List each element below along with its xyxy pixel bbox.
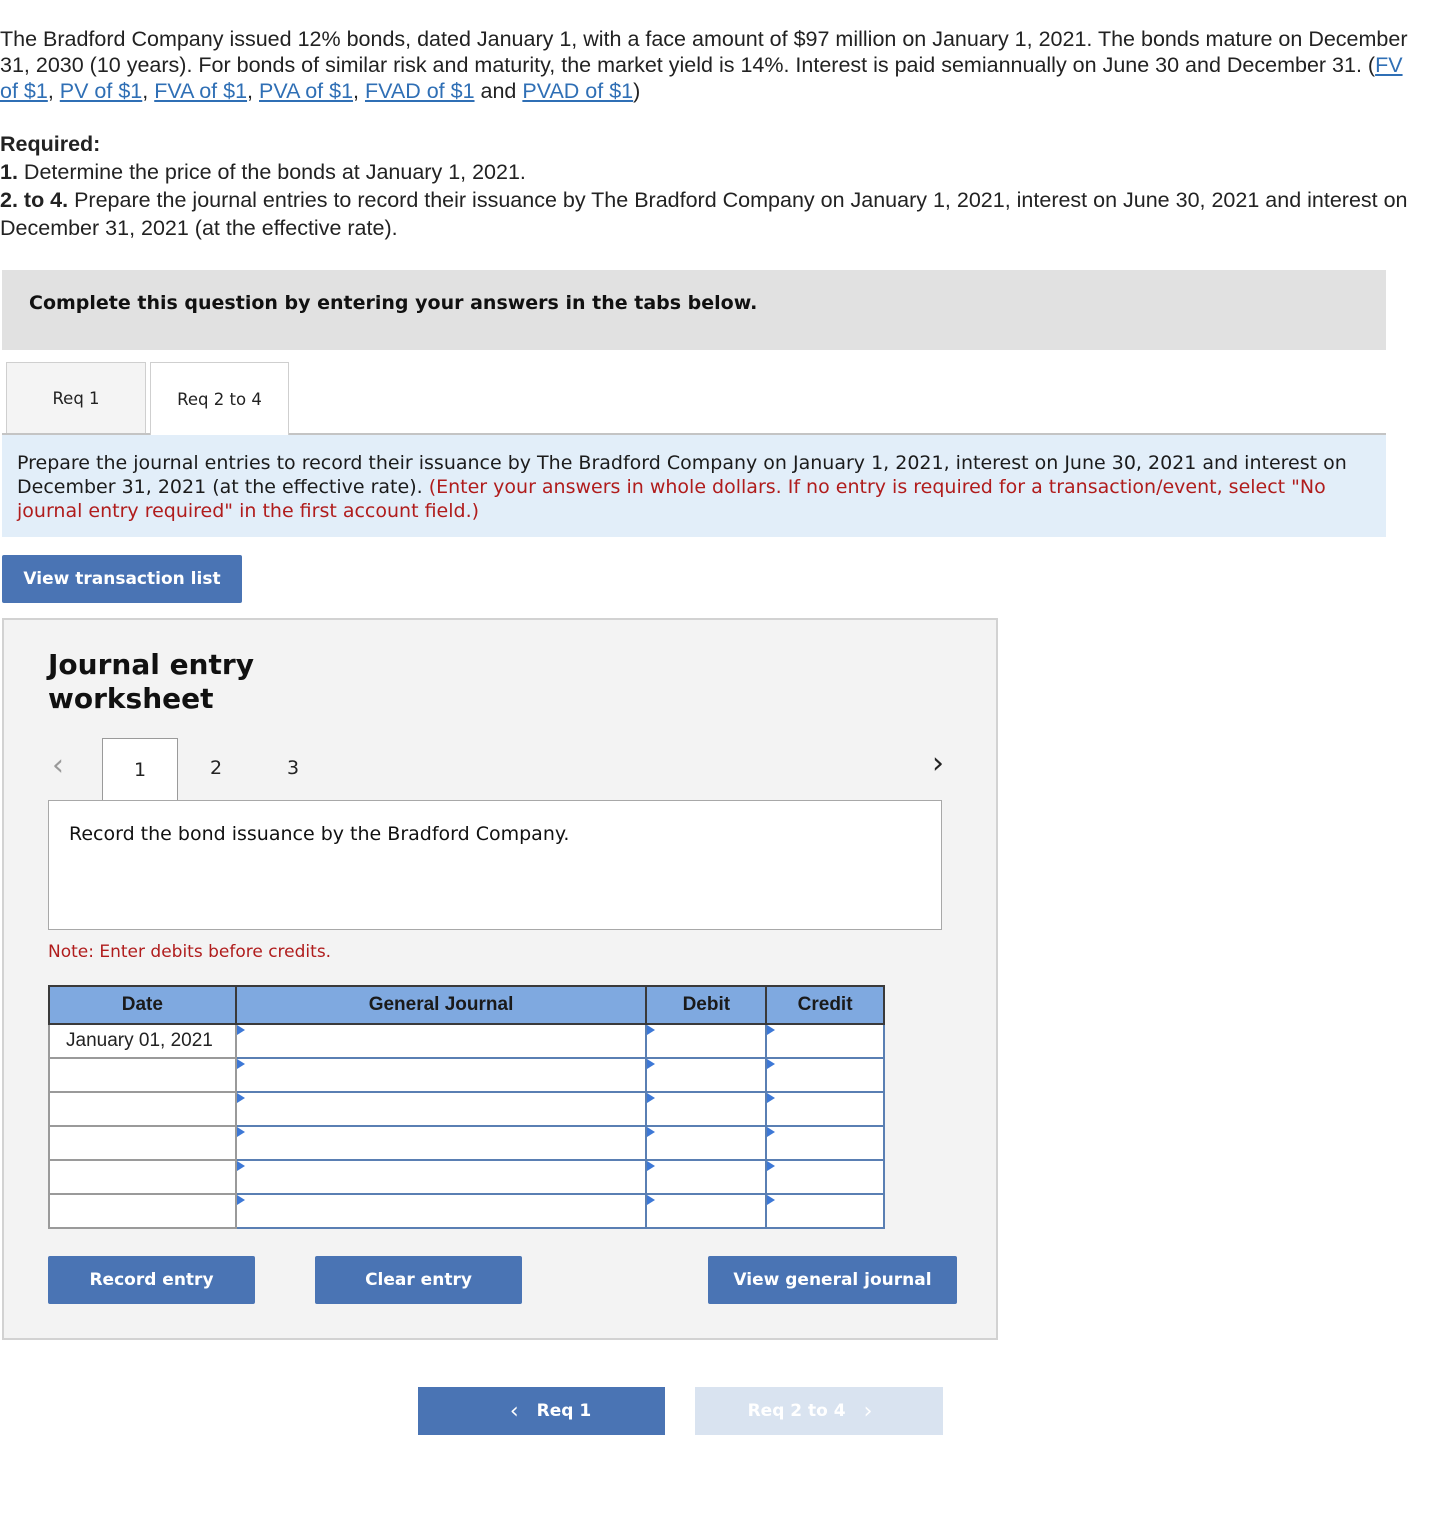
debit-input[interactable] [646,1058,766,1092]
worksheet-page-3[interactable]: 3 [286,757,300,779]
required-item2-number: 2. to 4. [0,188,69,212]
problem-text: The Bradford Company issued 12% bonds, dated January 1, with a face amount of $97 million on January 1, 2021. The bonds mature on December 31, 2030 (10 years). For bonds of similar risk and maturity, the market yield is 14%. Interest is paid semiannually on June 30 and December 31. [0,27,1408,77]
instruction-text: Prepare the journal entries to record their issuance by The Bradford Company on January 1, 2021, interest on June 30, 2021 and interest on December 31, 2021 (at the effective rate). [17,452,1347,498]
column-header-general-journal: General Journal [236,986,647,1024]
chevron-left-icon[interactable]: ‹ [52,748,64,783]
and-text: and [480,79,517,103]
date-cell [49,1092,236,1126]
problem-statement: The Bradford Company issued 12% bonds, dated January 1, with a face amount of $97 million on January 1, 2021. The bonds mature on December 31, 2030 (10 years). For bonds of similar risk and maturity, the market yield is 14%. Interest is paid semiannually on June 30 and December 31. (FV of $1, PV of $1, FVA of $1, PVA of $1, FVAD of $1 and PVAD of $1) [0,27,1408,103]
required-heading: Required: [0,132,101,156]
date-cell [49,1126,236,1160]
credit-input[interactable] [766,1058,884,1092]
prev-req-button[interactable] [418,1387,665,1435]
complete-banner [2,270,1386,350]
date-cell [49,1194,236,1228]
link-fvad[interactable]: FVAD of $1 [364,79,475,103]
chevron-left-icon: ‹ [509,1398,519,1424]
chevron-right-icon: › [863,1398,873,1424]
tab-req-2-to-4[interactable]: Req 2 to 4 [150,362,289,435]
credit-input[interactable] [766,1126,884,1160]
worksheet-page-2[interactable]: 2 [209,757,223,779]
journal-entry-worksheet [2,618,998,1340]
required-item1-number: 1. [0,160,18,184]
column-header-date: Date [49,986,236,1024]
credit-input[interactable] [766,1160,884,1194]
record-entry-button[interactable]: Record entry [48,1256,255,1304]
link-pv[interactable]: PV of $1 [59,79,143,103]
credit-input[interactable] [766,1092,884,1126]
worksheet-title-line1: Journal entry [48,648,254,681]
link-fva[interactable]: FVA of $1 [154,79,248,103]
credit-input[interactable] [766,1024,884,1058]
date-cell [49,1058,236,1092]
next-req-button [695,1387,943,1435]
account-input[interactable] [236,1092,647,1126]
column-header-credit: Credit [766,986,884,1024]
credit-input[interactable] [766,1194,884,1228]
next-req-label: Req 2 to 4 [747,1401,846,1421]
link-pva[interactable]: PVA of $1 [259,79,354,103]
date-cell [49,1160,236,1194]
view-transaction-list-button[interactable]: View transaction list [2,555,242,603]
instruction-note: (Enter your answers in whole dollars. If no entry is required for a transaction/event, select "No journal entry required" in the first account field.) [17,476,1326,522]
record-prompt-box [48,800,942,930]
table-row [49,1092,884,1126]
journal-table [48,985,885,1229]
date-cell: January 01, 2021 [49,1024,236,1058]
debits-note: Note: Enter debits before credits. [48,942,332,962]
worksheet-title [48,648,254,716]
table-row [49,1194,884,1228]
view-general-journal-button[interactable]: View general journal [708,1256,957,1304]
debit-input[interactable] [646,1160,766,1194]
link-pvad[interactable]: PVAD of $1 [522,79,634,103]
required-item1-text: Determine the price of the bonds at January 1, 2021. [23,160,526,184]
debit-input[interactable] [646,1194,766,1228]
account-input[interactable] [236,1058,647,1092]
chevron-right-icon[interactable]: › [932,746,944,781]
tab-req-1[interactable]: Req 1 [6,362,146,434]
account-input[interactable] [236,1024,647,1058]
record-prompt: Record the bond issuance by the Bradford Company. [69,823,570,845]
complete-banner-text: Complete this question by entering your answers in the tabs below. [29,292,758,314]
account-input[interactable] [236,1126,647,1160]
table-row [49,1024,884,1058]
prev-req-label: Req 1 [536,1401,592,1421]
journal-header-row [49,986,884,1024]
account-input[interactable] [236,1194,647,1228]
debit-input[interactable] [646,1126,766,1160]
instruction-box [2,435,1386,537]
debit-input[interactable] [646,1092,766,1126]
debit-input[interactable] [646,1024,766,1058]
column-header-debit: Debit [646,986,766,1024]
link-fv[interactable]: FV of $1 [0,53,1403,103]
required-section [0,130,1420,242]
required-item2-text: Prepare the journal entries to record their issuance by The Bradford Company on January 1, 2021, interest on June 30, 2021 and interest on December 31, 2021 (at the effective rate). [0,188,1408,240]
table-row [49,1160,884,1194]
clear-entry-button[interactable]: Clear entry [315,1256,522,1304]
worksheet-page-1[interactable]: 1 [102,738,178,800]
account-input[interactable] [236,1160,647,1194]
worksheet-title-line2: worksheet [48,682,214,715]
table-row [49,1126,884,1160]
table-row [49,1058,884,1092]
